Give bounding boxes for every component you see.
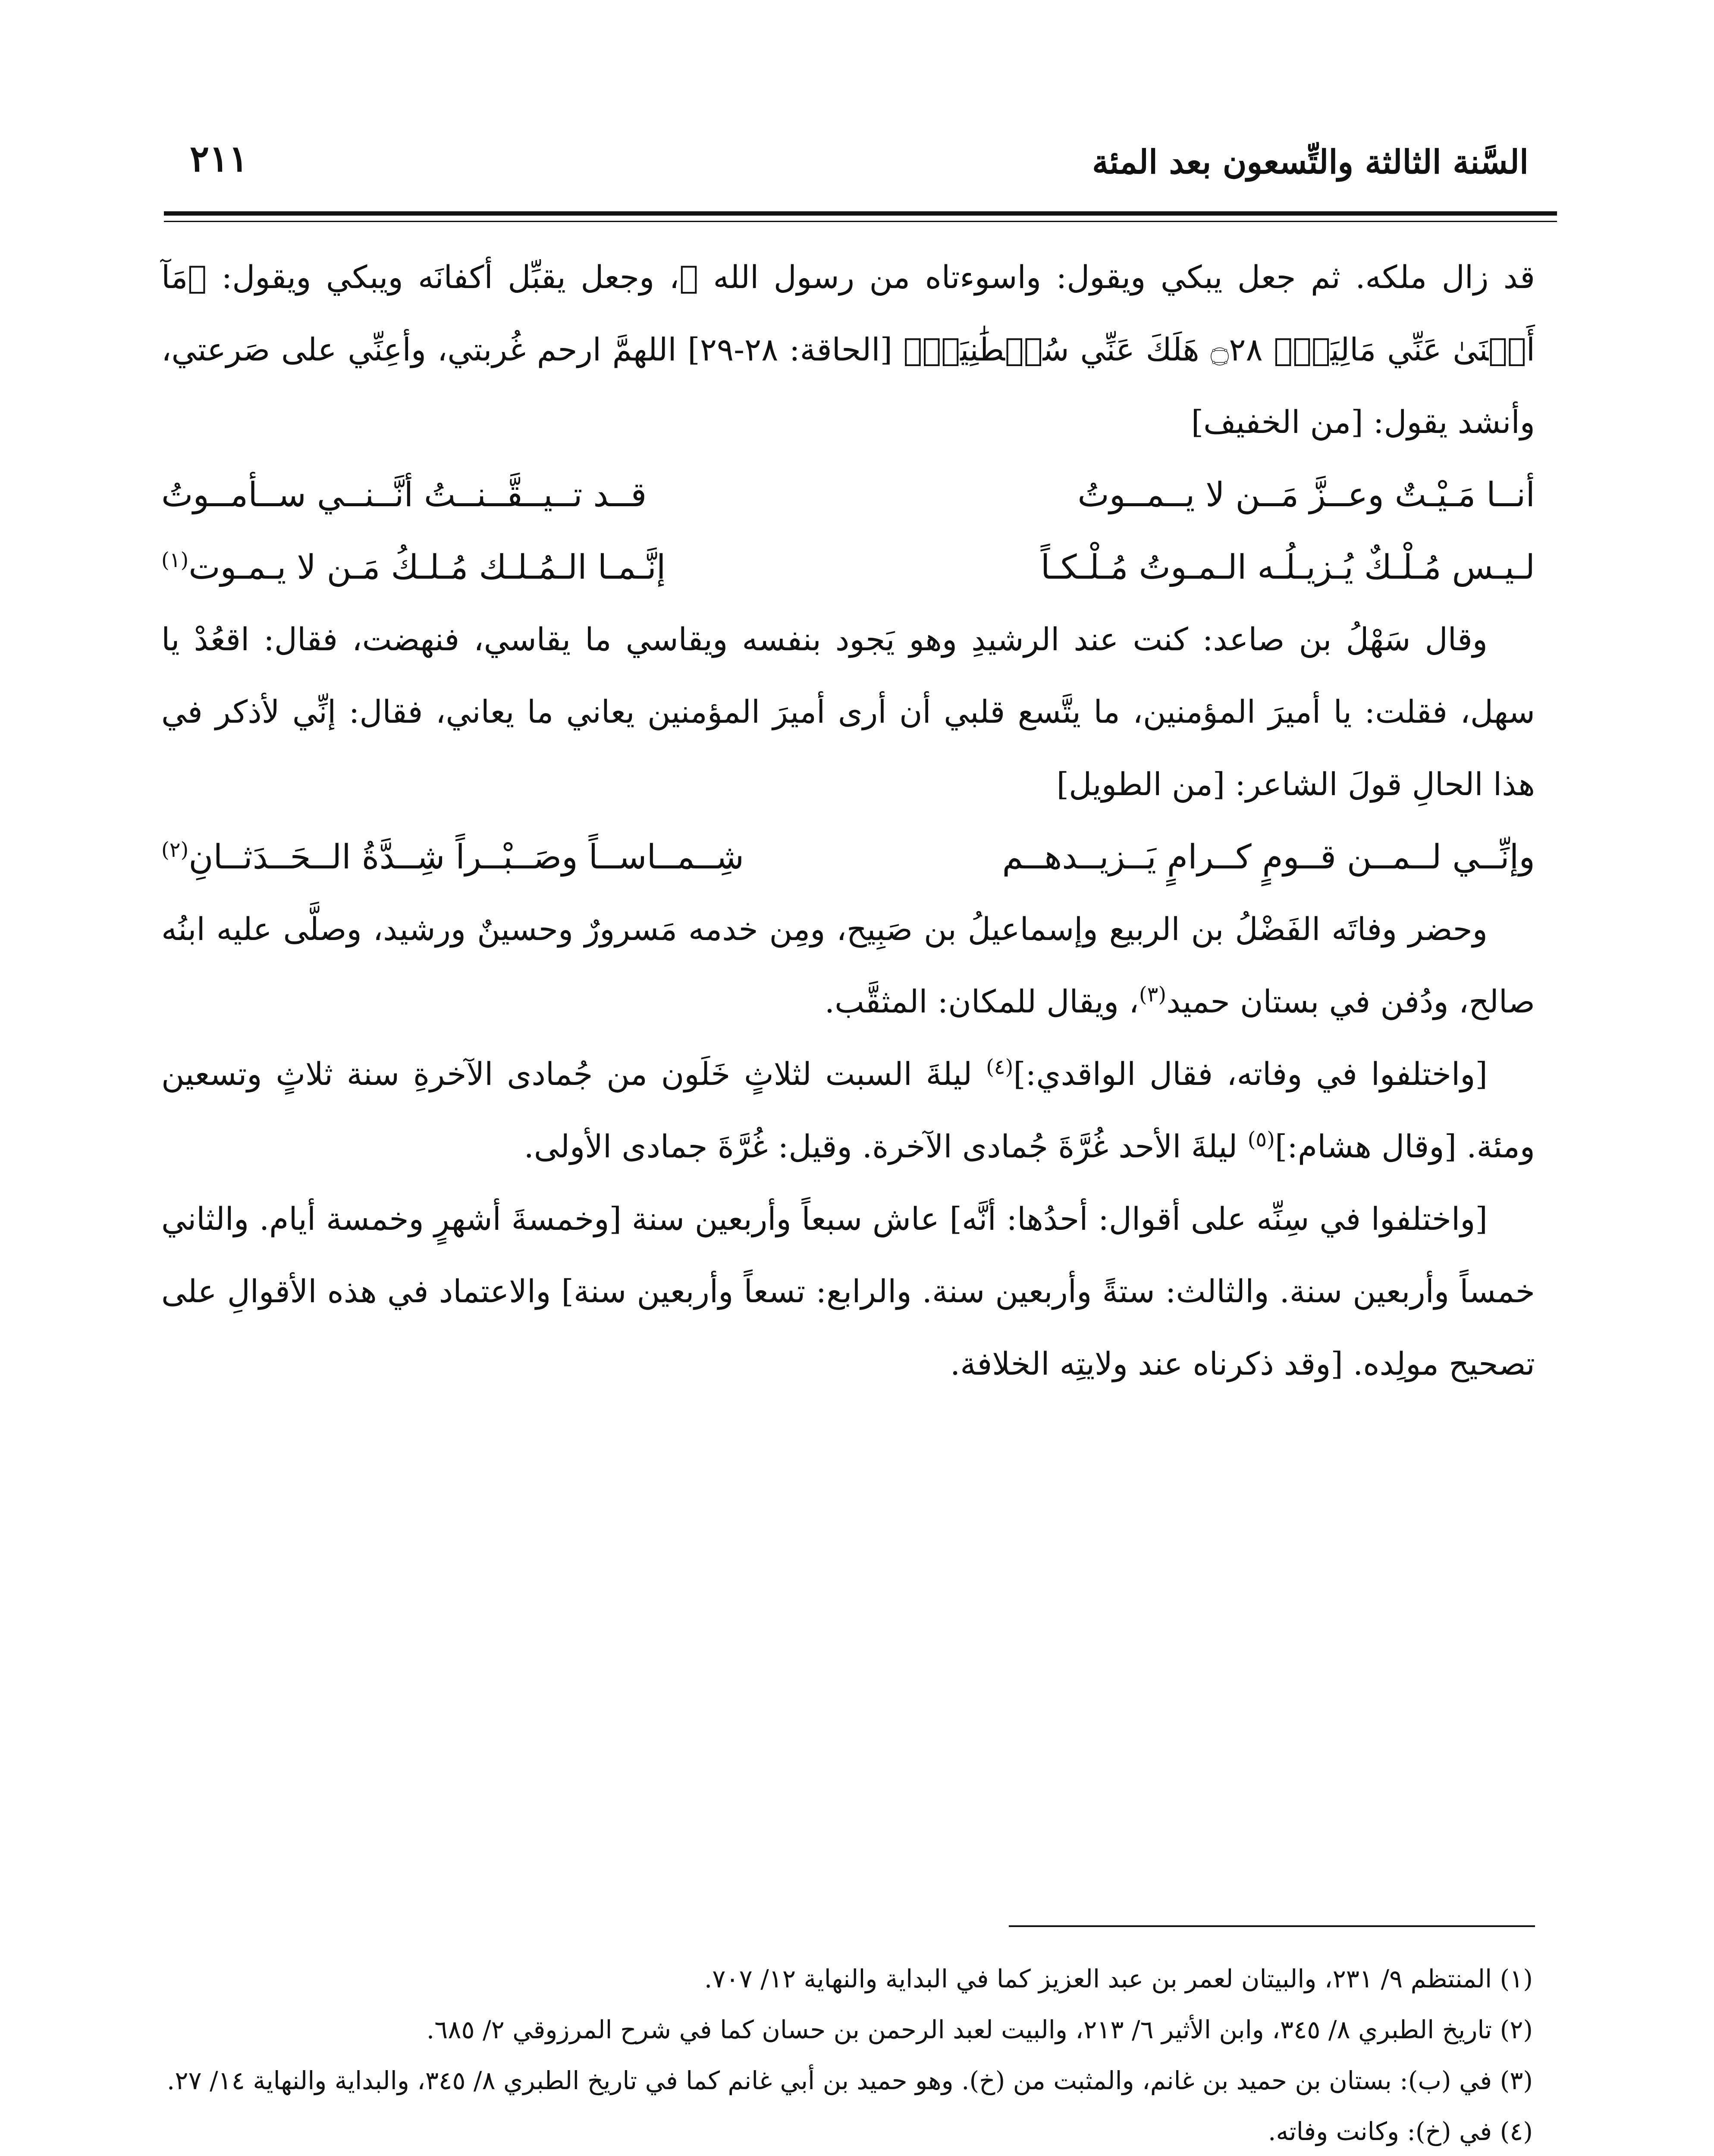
footnote-ref-4: (٤) <box>986 1055 1014 1079</box>
paragraph-3-text-a: وحضر وفاتَه الفَضْلُ بن الربيع وإسماعيلُ بن صَبِيح، ومِن خدمه مَسرورٌ وحسينٌ ورشيد، وصلَّى عليه ابنُه صالح، ودُفن في بستان حميد <box>161 911 1535 1020</box>
footnote-ref-2: (٢) <box>161 838 189 862</box>
page-number: ٢١١ <box>190 137 248 180</box>
main-text <box>161 241 1535 1401</box>
verse-2-first-hemistich: لـيـس مُـلْـكٌ يُـزيـلُـه الـمـوتُ مُـلْـكـاً <box>1040 548 1535 587</box>
verse-2-second-hemistich <box>161 531 834 604</box>
footnote-ref-5: (٥) <box>1247 1127 1275 1152</box>
paragraph-4-text-a: [واختلفوا في وفاته، فقال الواقدي:] <box>1013 1056 1488 1093</box>
footnote-2: (٢) تاريخ الطبري ٨/ ٣٤٥، وابن الأثير ٦/ ٢١٣، والبيت لعبد الرحمن بن حسان كما في شرح المرزوقي ٢/ ٦٨٥. <box>426 2015 1533 2044</box>
verse-3-second-text: شِــمــاســاً وصَــبْــراً شِــدَّةُ الــحَــدَثــانِ <box>188 838 744 877</box>
footnote-ref-1: (١) <box>161 548 189 572</box>
footnote-4: (٤) في (خ): وكانت وفاته. <box>1268 2117 1533 2146</box>
paragraph-5: [واختلفوا في سِنِّه على أقوال: أحدُها: أنَّه] عاش سبعاً وأربعين سنة [وخمسةَ أشهرٍ وخمسة أيام. والثاني خمساً وأربعين سنة. والثالث: ستةً وأربعين سنة. والرابع: تسعاً وأربعين سنة] والاعتماد في هذه الأقوالِ على تصحيح مولِده. [وقد ذكرناه عند ولايتِه الخلافة. <box>161 1201 1535 1382</box>
paragraph-2: وقال سَهْلُ بن صاعد: كنت عند الرشيدِ وهو يَجود بنفسه ويقاسي ما يقاسي، فنهضت، فقال: اقعُدْ يا سهل، فقلت: يا أميرَ المؤمنين، ما يتَّسع قلبي أن أرى أميرَ المؤمنين يعاني ما يعاني، فقال: إنِّي لأذكر في هذا الحالِ قولَ الشاعر: [من الطويل] <box>161 621 1535 803</box>
paragraph-4-text-b: ليلةَ السبت لثلاثٍ خَلَون من جُمادى الآخرةِ سنة ثلاثٍ وتسعين ومئة. [وقال هشام:] <box>161 1056 1535 1165</box>
verse-3-second-hemistich <box>161 821 834 893</box>
footnote-separator <box>1009 1925 1535 1927</box>
footnote-3: (٣) في (ب): بستان بن حميد بن غانم، والمثبت من (خ). وهو حميد بن أبي غانم كما في تاريخ الطبري ٨/ ٣٤٥، والبداية والنهاية ١٤/ ٢٧. <box>166 2066 1533 2095</box>
header-rule-thin <box>164 221 1557 222</box>
verse-1-first-hemistich: أنــا مَـيْـتٌ وعــزَّ مَــن لا يــمــوتُ <box>1077 476 1535 514</box>
verse-3 <box>161 821 1535 893</box>
header-rule-thick <box>164 211 1557 216</box>
paragraph-4-text-c: ليلةَ الأحد غُرَّةَ جُمادى الآخرة. وقيل: غُرَّةَ جمادى الأولى. <box>524 1128 1248 1165</box>
paragraph-4 <box>161 1038 1535 1183</box>
verse-2 <box>161 531 1535 604</box>
paragraph-1: قد زال ملكه. ثم جعل يبكي ويقول: واسوءتاه من رسول الله ﷺ، وجعل يقبِّل أكفانَه ويبكي ويقول: ﴿مَآ أَغۡنَىٰ عَنِّي مَالِيَهۡۜ ۝٢٨ هَلَكَ عَنِّي سُلۡطَٰنِيَهۡ﴾ [الحاقة: ٢٨-٢٩] اللهمَّ ارحم غُربتي، وأعِنِّي على صَرعتي، وأنشد يقول: [من الخفيف] <box>161 259 1535 441</box>
paragraph-3 <box>161 893 1535 1038</box>
verse-1 <box>161 459 1535 531</box>
footnotes <box>161 1953 1533 2156</box>
verse-3-first-hemistich: وإنِّــي لــمــن قــومٍ كــرامٍ يَــزيــدهــم <box>1002 838 1535 877</box>
verse-2-second-text: إنَّـمـا الـمُـلـك مُـلـكُ مَـن لا يـمـوت <box>188 548 666 587</box>
paragraph-3-text-b: ، ويقال للمكان: المثقَّب. <box>824 984 1139 1020</box>
running-header-title: السَّنة الثالثة والتِّسعون بعد المئة <box>1092 143 1529 181</box>
verse-1-second-hemistich: قــد تــيــقَّــنــتُ أنَّــنــي ســأمــوتُ <box>161 476 647 514</box>
footnote-1: (١) المنتظم ٩/ ٢٣١، والبيتان لعمر بن عبد العزيز كما في البداية والنهاية ١٢/ ٧٠٧. <box>704 1964 1533 1993</box>
footnote-ref-3: (٣) <box>1139 982 1167 1007</box>
